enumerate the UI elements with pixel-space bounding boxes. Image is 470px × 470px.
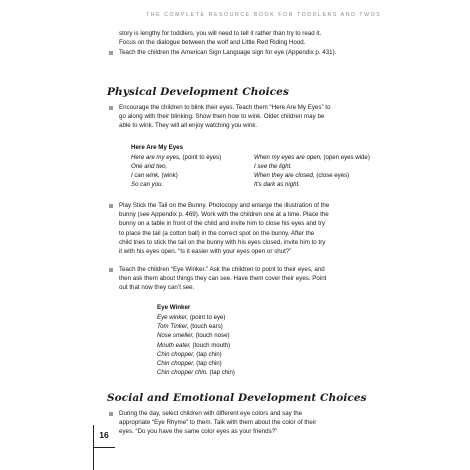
paragraph-line: Play Stick the Tail on the Bunny. Photocopy and enlarge the illustration of the: [119, 202, 330, 209]
rhyme-line: Eye winker, (point to eye): [157, 314, 226, 321]
paragraph-line: able to wink. They will all enjoy watching you wink.: [119, 122, 258, 129]
rhyme-line: It’s dark as night.: [254, 181, 300, 188]
rhyme-line: When my eyes are open, (open eyes wide): [254, 154, 370, 161]
intro-line: Focus on the dialogue between the wolf and Little Red Riding Hood.: [119, 39, 306, 46]
rhyme-line: I see the light.: [254, 163, 292, 170]
bullet-square: [109, 412, 113, 416]
rhyme-line: Chin chopper, (tap chin): [157, 351, 222, 358]
paragraph-line: Encourage the children to blink their eyes. Teach them “Here Are My Eyes” to: [119, 104, 331, 111]
rhyme-line: Nose smeller, (touch nose): [157, 332, 230, 339]
paragraph-line: to place the tail (a cotton ball) in the correct spot on the bunny. After the: [119, 230, 315, 237]
rhyme-title: Here Are My Eyes: [131, 144, 184, 151]
rhyme-line: Here are my eyes, (point to eyes): [131, 154, 222, 161]
page-number-rule: [93, 447, 115, 448]
paragraph-line: eyes. “Do you have the same color eyes as your friends?”: [119, 428, 278, 435]
intro-line: story is lengthy for toddlers, you will need to tell it rather than try to read it.: [119, 30, 322, 37]
rhyme-line: One and two,: [131, 163, 168, 170]
paragraph-line: it with his eyes open. “Is it easier with your eyes open or shut?”: [119, 248, 292, 255]
intro-bullet-text: Teach the children the American Sign Language sign for eye (Appendix p. 431).: [119, 49, 337, 56]
bullet-square: [109, 204, 113, 208]
paragraph-line: appropriate “Eye Rhyme” to them. Talk with them about the color of their: [119, 419, 317, 426]
rhyme-title: Eye Winker: [157, 304, 191, 311]
bullet-square: [109, 51, 113, 55]
rhyme-line: Chin chopper, (tap chin): [157, 360, 222, 367]
section-heading-physical: Physical Development Choices: [107, 86, 289, 98]
rhyme-line: Chin chopper chin. (tap chin): [157, 369, 235, 376]
bullet-square: [109, 106, 113, 110]
bullet-square: [109, 268, 113, 272]
paragraph-line: During the day, select children with different eye colors and say the: [119, 410, 303, 417]
paragraph-line: go along with their blinking. Show them how to wink. Older children may be: [119, 113, 325, 120]
page-number: 16: [99, 430, 109, 440]
paragraph-line: bunny (see Appendix p. 469). Work with the children one at a time. Place the: [119, 211, 329, 218]
rhyme-line: Tom Tinker, (touch ears): [157, 323, 223, 330]
paragraph-line: then ask them about things they can see. Have them cover their eyes. Point: [119, 275, 327, 282]
rhyme-line: Mouth eater, (touch mouth): [157, 342, 231, 349]
paragraph-line: bunny on a table in front of the child and invite him to close his eyes and try: [119, 220, 326, 227]
running-head: THE COMPLETE RESOURCE BOOK FOR TODDLERS AND TWOS: [146, 12, 382, 18]
rhyme-line: I can wink, (wink): [131, 172, 178, 179]
rhyme-line: When they are closed, (close eyes): [254, 172, 350, 179]
section-heading-social-emotional: Social and Emotional Development Choices: [107, 392, 367, 404]
paragraph-line: out that now they can’t see.: [119, 284, 195, 291]
paragraph-line: child tries to stick the tail on the bunny with his eyes closed, invite him to try: [119, 239, 326, 246]
paragraph-line: Teach the children “Eye Winker.” Ask the children to point to their eyes, and: [119, 266, 325, 273]
rhyme-line: So can you.: [131, 181, 164, 188]
